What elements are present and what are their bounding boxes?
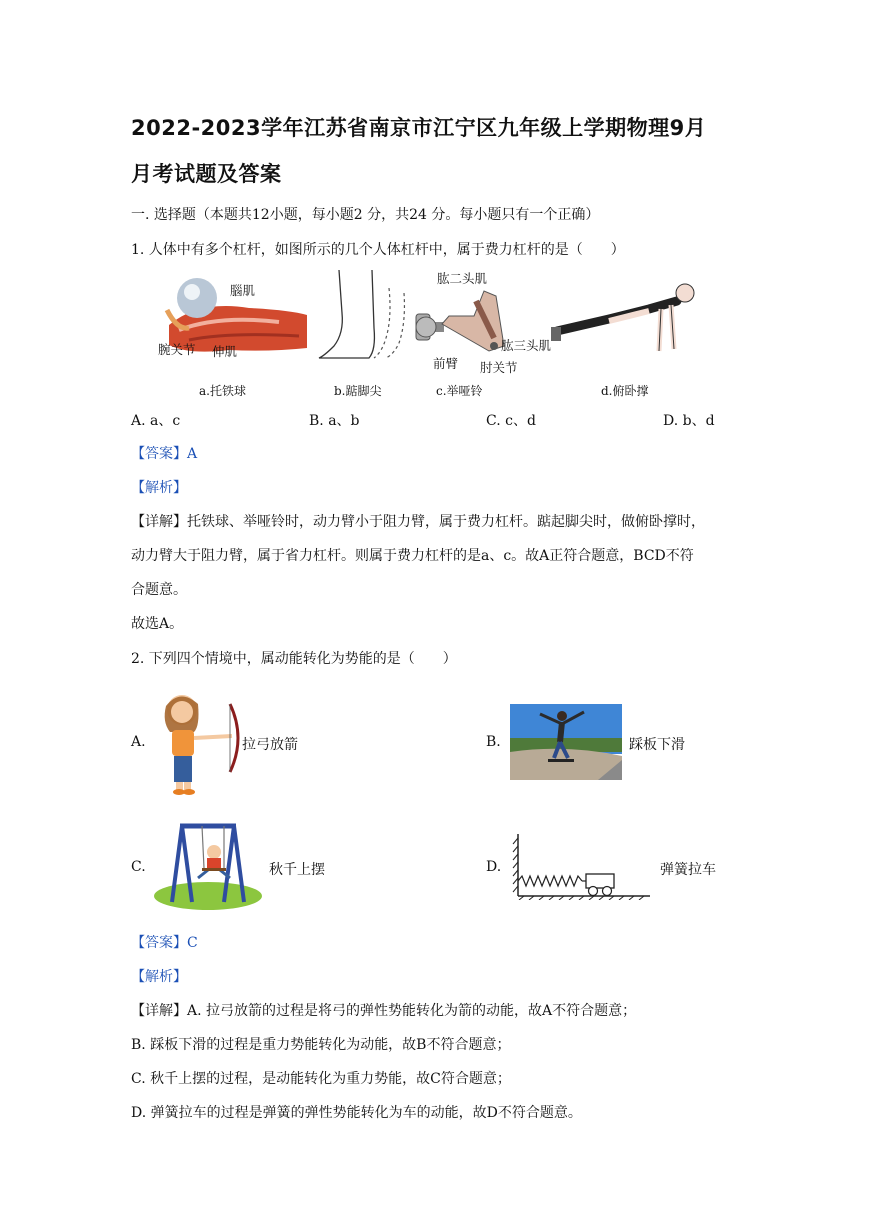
q2-option-c-letter: C. [131, 859, 146, 875]
q1-option-c: C. c、d [486, 413, 536, 429]
q2-option-a-letter: A. [131, 734, 146, 750]
caption-b: b.踮脚尖 [334, 384, 382, 398]
skateboard-photo [510, 704, 622, 780]
spring-cart-diagram [512, 834, 652, 900]
q1-detail-line1: 【详解】托铁球、举哑铃时，动力臂小于阻力臂，属于费力杠杆。踮起脚尖时，做俯卧撑时， [131, 514, 705, 530]
q1-answer: 【答案】A [131, 446, 198, 462]
q1-stem: 1. 人体中有多个杠杆，如图所示的几个人体杠杆中，属于费力杠杆的是（ ） [131, 242, 625, 258]
label-muscle1: 腦肌 [230, 283, 256, 298]
q2-detail-line4: D. 弹簧拉车的过程是弹簧的弹性势能转化为车的动能，故D不符合题意。 [131, 1105, 582, 1121]
q1-conclusion: 故选A。 [131, 616, 184, 632]
q1-figure [131, 266, 706, 400]
q2-answer: 【答案】C [131, 935, 198, 951]
q1-detail-line3: 合题意。 [131, 582, 187, 598]
caption-d: d.俯卧撑 [601, 384, 649, 398]
label-forearm: 前臂 [433, 356, 459, 371]
q2-stem: 2. 下列四个情境中，属动能转化为势能的是（ ） [131, 651, 457, 667]
q2-option-b-letter: B. [486, 734, 501, 750]
q2-detail-line3: C. 秋千上摆的过程，是动能转化为重力势能，故C符合题意； [131, 1071, 511, 1087]
archer-girl-illustration [150, 686, 240, 796]
swing-illustration [152, 820, 264, 912]
pushup-illustration [549, 271, 704, 361]
caption-c: c.举哑铃 [436, 384, 483, 398]
q2-option-d-letter: D. [486, 859, 502, 875]
q1-analysis: 【解析】 [131, 480, 187, 496]
q2-option-d-text: 弹簧拉车 [660, 862, 716, 878]
q1-detail-line2: 动力臂大于阻力臂，属于省力杠杆。则属于费力杠杆的是a、c。故A正符合题意，BCD不符 [131, 548, 694, 564]
label-muscle2: 伸肌 [212, 344, 238, 359]
q2-option-a-text: 拉弓放箭 [242, 737, 298, 753]
q2-detail-line2: B. 踩板下滑的过程是重力势能转化为动能，故B不符合题意； [131, 1037, 511, 1053]
tiptoe-foot-illustration [314, 268, 414, 363]
label-wrist-joint: 腕关节 [158, 342, 196, 357]
q2-option-c-text: 秋千上摆 [269, 862, 325, 878]
label-biceps: 肱二头肌 [437, 271, 488, 286]
label-elbow: 肘关节 [480, 360, 518, 375]
label-triceps: 肱三头肌 [501, 338, 552, 353]
section-header: 一. 选择题（本题共12小题，每小题2 分，共24 分。每小题只有一个正确） [131, 207, 600, 223]
q1-option-d: D. b、d [663, 413, 715, 429]
q1-option-a: A. a、c [131, 413, 181, 429]
page-title-line1: 2022-2023学年江苏省南京市江宁区九年级上学期物理9月 [131, 116, 707, 140]
q2-detail-line1: 【详解】A. 拉弓放箭的过程是将弓的弹性势能转化为箭的动能，故A不符合题意； [131, 1003, 637, 1019]
page-title-line2: 月考试题及答案 [131, 162, 282, 186]
q2-option-b-text: 踩板下滑 [629, 737, 685, 753]
caption-a: a.托铁球 [199, 384, 246, 398]
q1-option-b: B. a、b [309, 413, 360, 429]
q2-analysis: 【解析】 [131, 969, 187, 985]
